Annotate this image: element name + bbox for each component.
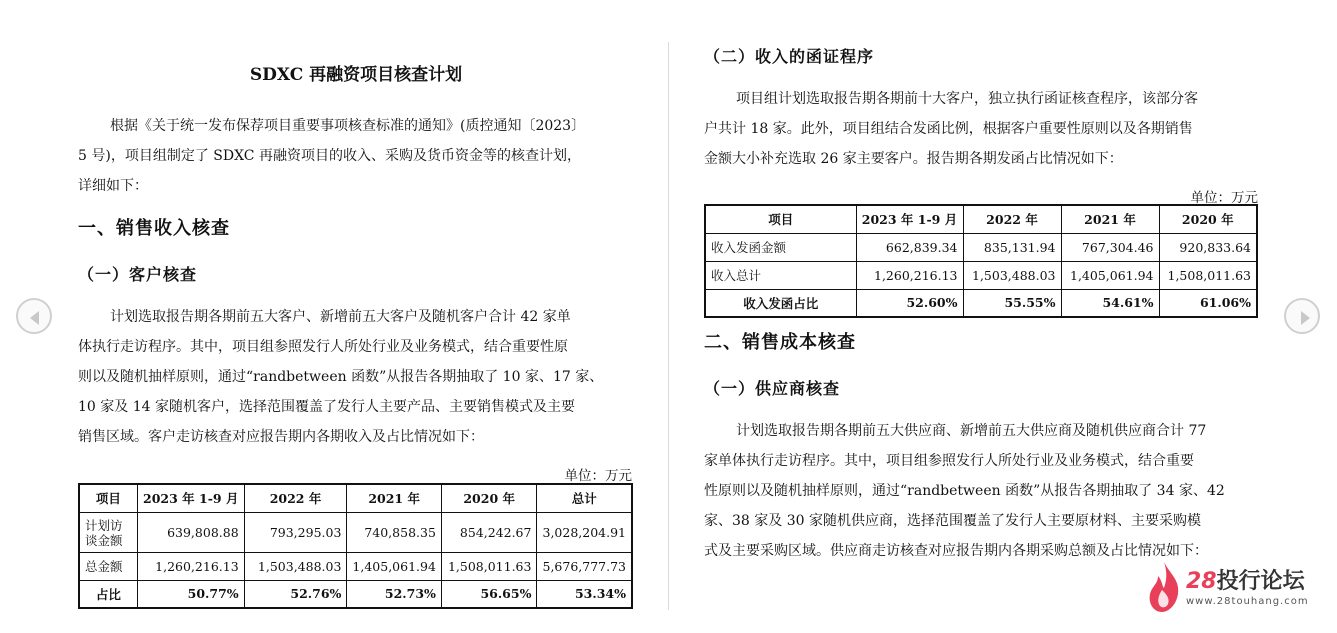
label-line: 谈金额 bbox=[85, 533, 123, 548]
table-row bbox=[79, 580, 632, 608]
table-header-cell: 2020 年 bbox=[441, 484, 537, 512]
page-divider bbox=[668, 42, 669, 610]
table-cell: 52.73% bbox=[347, 580, 442, 608]
brand-number: 28 bbox=[1186, 569, 1217, 594]
prev-page-button[interactable] bbox=[16, 298, 52, 334]
unit-label: 单位：万元 bbox=[564, 468, 632, 484]
watermark-brand bbox=[1186, 564, 1305, 595]
table-cell: 854,242.67 bbox=[441, 512, 537, 552]
table-cell: 920,833.64 bbox=[1159, 233, 1257, 261]
table-header-row bbox=[79, 484, 632, 512]
body-line: 体执行走访程序。其中，项目组参照发行人所处行业及业务模式，结合重要性原 bbox=[78, 339, 568, 355]
confirmation-table bbox=[704, 204, 1258, 318]
table-header-cell: 总计 bbox=[537, 484, 632, 512]
subsection-heading-confirmation: （二）收入的函证程序 bbox=[704, 47, 875, 66]
table-row bbox=[79, 552, 632, 580]
table-cell: 5,676,777.73 bbox=[537, 552, 632, 580]
table-cell: 1,503,488.03 bbox=[963, 261, 1061, 289]
body-line: 10 家及 14 家随机客户，选择范围覆盖了发行人主要产品、主要销售模式及主要 bbox=[78, 399, 575, 415]
table-cell: 1,405,061.94 bbox=[1061, 261, 1159, 289]
section-heading-sales-revenue: 一、销售收入核查 bbox=[78, 218, 230, 239]
body-line: 计划选取报告期各期前五大供应商、新增前五大供应商及随机供应商合计 77 bbox=[736, 423, 1207, 439]
table-header-cell: 2022 年 bbox=[244, 484, 347, 512]
table-row-label: 收入总计 bbox=[705, 261, 856, 289]
table-cell: 793,295.03 bbox=[244, 512, 347, 552]
table-cell: 1,508,011.63 bbox=[441, 552, 537, 580]
table-header-cell: 2021 年 bbox=[347, 484, 442, 512]
table-cell: 1,503,488.03 bbox=[244, 552, 347, 580]
table-cell: 740,858.35 bbox=[347, 512, 442, 552]
unit-label: 单位：万元 bbox=[1190, 190, 1258, 206]
table-cell: 50.77% bbox=[137, 580, 244, 608]
supplier-paragraph bbox=[704, 416, 1260, 566]
section-heading-sales-cost: 二、销售成本核查 bbox=[704, 332, 856, 353]
flame-icon bbox=[1144, 560, 1184, 616]
intro-line: 根据《关于统一发布保荐项目重要事项核查标准的通知》(质控通知〔2023〕 bbox=[110, 118, 586, 134]
table-cell: 1,405,061.94 bbox=[347, 552, 442, 580]
table-cell: 639,808.88 bbox=[137, 512, 244, 552]
table-row-label: 占比 bbox=[79, 580, 137, 608]
table-row-label: 收入发函占比 bbox=[705, 289, 856, 317]
watermark-url: www.28touhang.com bbox=[1186, 596, 1309, 607]
watermark-logo bbox=[1144, 558, 1314, 618]
table-row-label: 收入发函金额 bbox=[705, 233, 856, 261]
body-line: 户共计 18 家。此外，项目组结合发函比例，根据客户重要性原则以及各期销售 bbox=[704, 121, 1193, 137]
table-header-cell: 2023 年 1-9 月 bbox=[856, 205, 963, 233]
intro-paragraph bbox=[78, 111, 634, 201]
table-row bbox=[705, 233, 1257, 261]
table-cell: 1,508,011.63 bbox=[1159, 261, 1257, 289]
table-cell: 52.76% bbox=[244, 580, 347, 608]
table-cell: 1,260,216.13 bbox=[856, 261, 963, 289]
table-cell: 55.55% bbox=[963, 289, 1061, 317]
customer-visit-table bbox=[78, 483, 633, 609]
table-cell: 53.34% bbox=[537, 580, 632, 608]
table-cell: 767,304.46 bbox=[1061, 233, 1159, 261]
body-line: 性原则以及随机抽样原则，通过“randbetween 函数”从报告各期抽取了 34 家、42 bbox=[704, 483, 1225, 499]
confirmation-paragraph bbox=[704, 84, 1260, 174]
table-header-row bbox=[705, 205, 1257, 233]
table-header-cell: 项目 bbox=[705, 205, 856, 233]
brand-text: 投行论坛 bbox=[1216, 569, 1305, 594]
chevron-left-icon bbox=[18, 300, 54, 336]
right-page bbox=[704, 0, 1260, 633]
body-line: 式及主要采购区域。供应商走访核查对应报告期内各期采购总额及占比情况如下： bbox=[704, 543, 1208, 559]
document-title: SDXC 再融资项目核查计划 bbox=[249, 65, 463, 85]
customer-paragraph bbox=[78, 302, 634, 452]
table-row bbox=[705, 261, 1257, 289]
body-line: 则以及随机抽样原则，通过“randbetween 函数”从报告各期抽取了 10 家、17 家、 bbox=[78, 369, 604, 385]
subsection-heading-customer: （一）客户核查 bbox=[78, 265, 198, 284]
body-line: 家单体执行走访程序。其中，项目组参照发行人所处行业及业务模式，结合重要 bbox=[704, 453, 1194, 469]
table-cell: 54.61% bbox=[1061, 289, 1159, 317]
body-line: 家、38 家及 30 家随机供应商，选择范围覆盖了发行人主要原材料、主要采购模 bbox=[704, 513, 1201, 529]
table-header-cell: 2021 年 bbox=[1061, 205, 1159, 233]
table-cell: 835,131.94 bbox=[963, 233, 1061, 261]
body-line: 计划选取报告期各期前五大客户、新增前五大客户及随机客户合计 42 家单 bbox=[110, 309, 571, 325]
next-page-button[interactable] bbox=[1284, 298, 1320, 334]
table-cell: 56.65% bbox=[441, 580, 537, 608]
body-line: 金额大小补充选取 26 家主要客户。报告期各期发函占比情况如下： bbox=[704, 151, 1123, 167]
table-row bbox=[705, 289, 1257, 317]
subsection-heading-supplier: （一）供应商核查 bbox=[704, 379, 841, 398]
body-line: 销售区域。客户走访核查对应报告期内各期收入及占比情况如下： bbox=[78, 429, 484, 445]
chevron-right-icon bbox=[1286, 300, 1322, 336]
table-cell: 1,260,216.13 bbox=[137, 552, 244, 580]
table-header-cell: 2020 年 bbox=[1159, 205, 1257, 233]
table-header-cell: 2022 年 bbox=[963, 205, 1061, 233]
table-row bbox=[79, 512, 632, 552]
body-line: 项目组计划选取报告期各期前十大客户，独立执行函证核查程序，该部分客 bbox=[736, 91, 1198, 107]
table-row-label bbox=[79, 512, 137, 552]
intro-line: 5 号)，项目组制定了 SDXC 再融资项目的收入、采购及货币资金等的核查计划， bbox=[78, 148, 581, 164]
table-header-cell: 项目 bbox=[79, 484, 137, 512]
table-cell: 662,839.34 bbox=[856, 233, 963, 261]
table-cell: 61.06% bbox=[1159, 289, 1257, 317]
label-line: 计划访 bbox=[85, 518, 123, 533]
table-header-cell: 2023 年 1-9 月 bbox=[137, 484, 244, 512]
intro-line: 详细如下： bbox=[78, 178, 148, 194]
table-row-label: 总金额 bbox=[79, 552, 137, 580]
left-page bbox=[78, 0, 634, 633]
table-cell: 52.60% bbox=[856, 289, 963, 317]
table-cell: 3,028,204.91 bbox=[537, 512, 632, 552]
